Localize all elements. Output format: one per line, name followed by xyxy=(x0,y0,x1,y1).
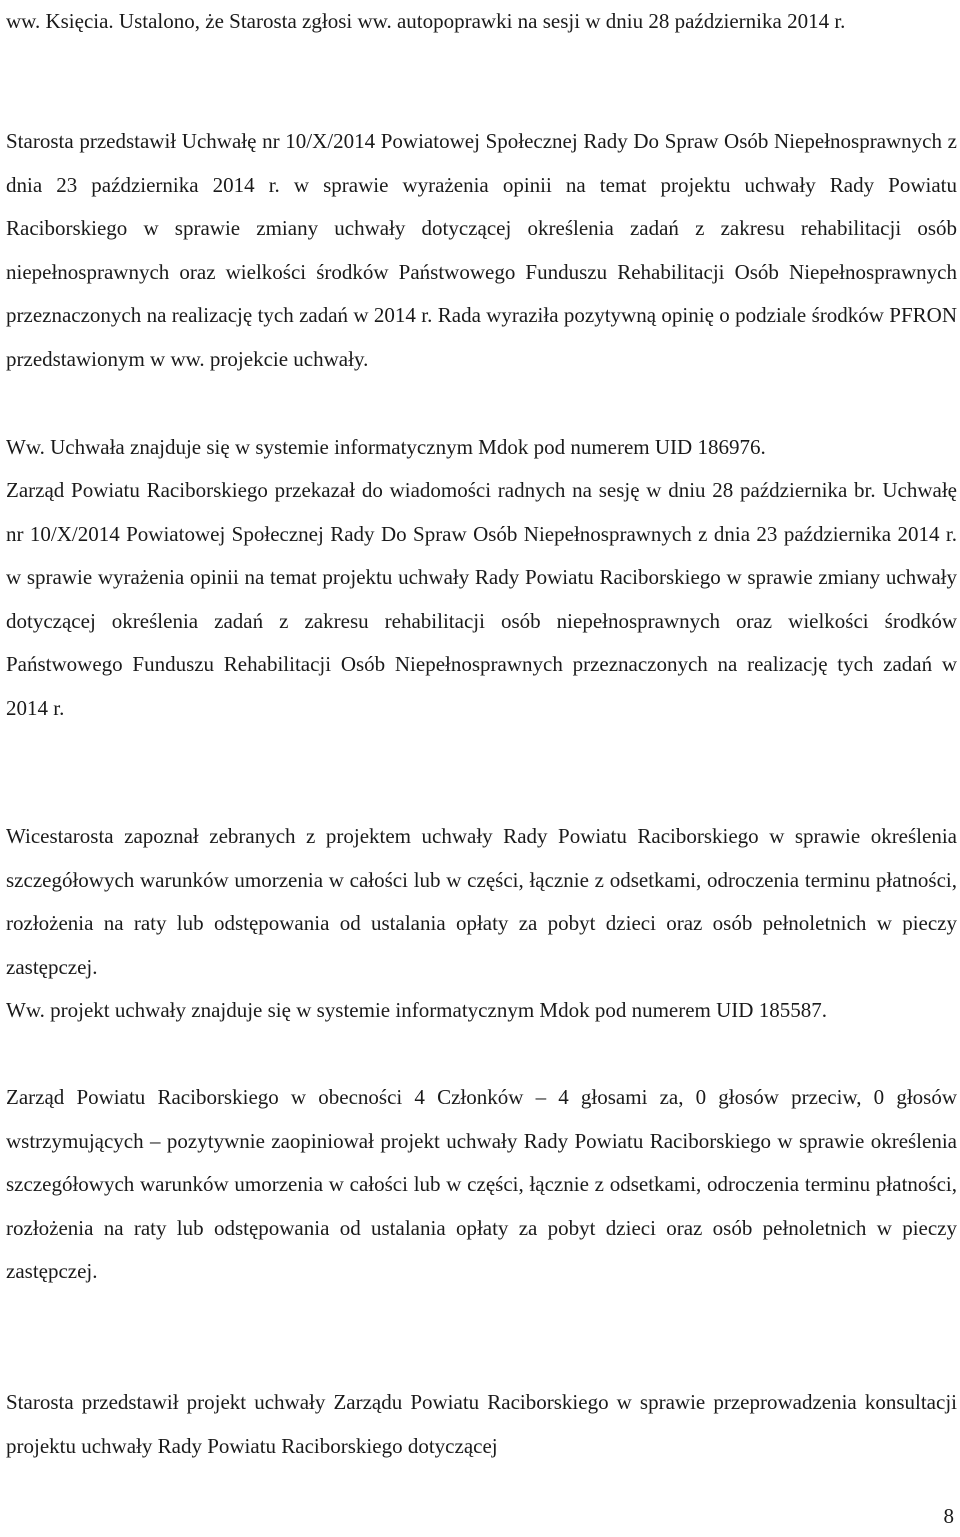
paragraph-zarzad-glosowanie: Zarząd Powiatu Raciborskiego w obecności 4 Członków – 4 głosami za, 0 głosów przeciw, 0 głosów wstrzymujących – pozytywnie zaopiniował projekt uchwały Rady Powiatu Raciborskiego w sprawie określenia szczegółowych warunków umorzenia w całości lub w części, łącznie z odsetkami, odroczenia terminu płatności, rozłożenia na raty lub odstępowania od ustalania opłaty za pobyt dzieci oraz osób pełnoletnich w pieczy zastępczej. xyxy=(6,1085,957,1284)
paragraph-starosta-konsultacje: Starosta przedstawił projekt uchwały Zarządu Powiatu Raciborskiego w sprawie przeprowadzenia konsultacji projektu uchwały Rady Powiatu Raciborskiego dotyczącej xyxy=(6,1390,957,1458)
paragraph-wicestarosta-projekt: Wicestarosta zapoznał zebranych z projektem uchwały Rady Powiatu Raciborskiego w sprawie określenia szczegółowych warunków umorzenia w całości lub w części, łącznie z odsetkami, odroczenia terminu płatności, rozłożenia na raty lub odstępowania od ustalania opłaty za pobyt dzieci oraz osób pełnoletnich w pieczy zastępczej. xyxy=(6,824,957,979)
paragraph-starosta-uchwala-pspr: Starosta przedstawił Uchwałę nr 10/X/2014 Powiatowej Społecznej Rady Do Spraw Osób Niepełnosprawnych z dnia 23 października 2014 r. w sprawie wyrażenia opinii na temat projektu uchwały Rady Powiatu Raciborskiego w sprawie zmiany uchwały dotyczącej określenia zadań z zakresu rehabilitacji osób niepełnosprawnych oraz wielkości środków Państwowego Funduszu Rehabilitacji Osób Niepełnosprawnych przeznaczonych na realizację tych zadań w 2014 r. Rada wyraziła pozytywną opinię o podziale środków PFRON przedstawionym w ww. projekcie uchwały. xyxy=(6,129,957,371)
paragraph-uid-185587: Ww. projekt uchwały znajduje się w systemie informatycznym Mdok pod numerem UID 185587. xyxy=(6,998,827,1022)
page-number: 8 xyxy=(943,1504,954,1528)
paragraph-uid-186976: Ww. Uchwała znajduje się w systemie informatycznym Mdok pod numerem UID 186976. xyxy=(6,435,766,459)
paragraph-autopoprawki: ww. Księcia. Ustalono, że Starosta zgłosi ww. autopoprawki na sesji w dniu 28 października 2014 r. xyxy=(6,9,846,33)
document-page xyxy=(6,0,957,1537)
paragraph-zarzad-przekazal: Zarząd Powiatu Raciborskiego przekazał do wiadomości radnych na sesję w dniu 28 października br. Uchwałę nr 10/X/2014 Powiatowej Społecznej Rady Do Spraw Osób Niepełnosprawnych z dnia 23 października 2014 r. w sprawie wyrażenia opinii na temat projektu uchwały Rady Powiatu Raciborskiego w sprawie zmiany uchwały dotyczącej określenia zadań z zakresu rehabilitacji osób niepełnosprawnych oraz wielkości środków Państwowego Funduszu Rehabilitacji Osób Niepełnosprawnych przeznaczonych na realizację tych zadań w 2014 r. xyxy=(6,478,957,720)
